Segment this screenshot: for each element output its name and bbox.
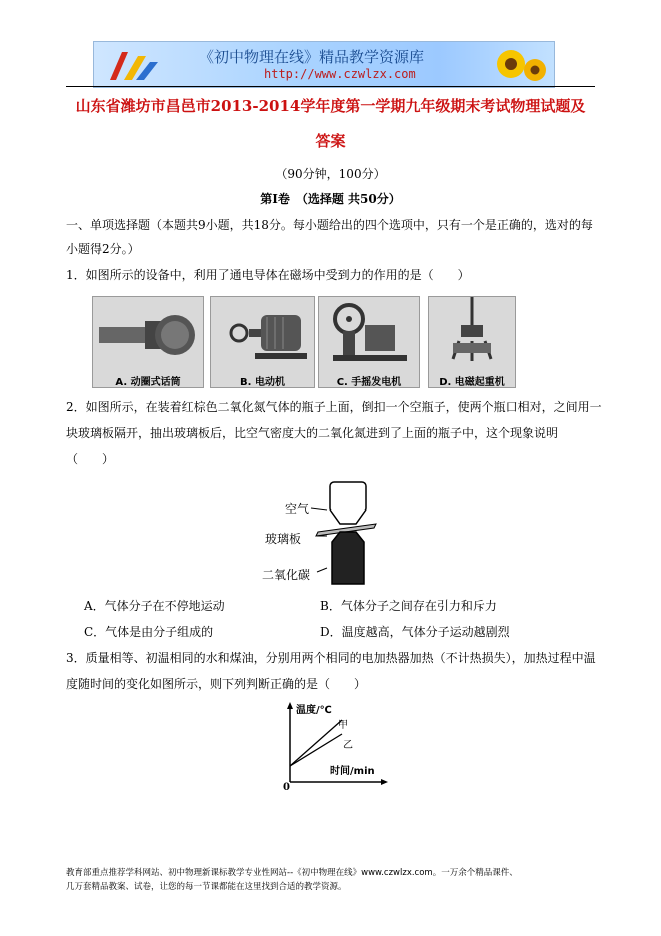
graph-label-a: 甲 (338, 720, 348, 731)
q2-option-a: A．气体分子在不停地运动 (84, 599, 225, 613)
logo-icon (102, 46, 162, 84)
figure-crane (428, 296, 516, 388)
graph-ylabel: 温度/℃ (296, 705, 332, 716)
leader-lines (265, 500, 345, 580)
instruction-line1: 一、单项选择题（本题共9小题，共18分。每小题给出的四个选项中，只有一个是正确的，选对的每 (66, 218, 593, 232)
electromagnet-crane-icon (429, 297, 515, 369)
time-score: （90分钟，100分） (275, 167, 386, 181)
figure-microphone (92, 296, 204, 388)
graph-origin: 0 (283, 782, 290, 793)
sunflower-icon (489, 44, 551, 86)
graph-x-arrow (381, 779, 388, 785)
figure-hand-generator (318, 296, 420, 388)
q2-option-b: B．气体分子之间存在引力和斥力 (320, 599, 497, 613)
q2-option-c: C．气体是由分子组成的 (84, 625, 214, 639)
page-title-line2: 答案 (315, 132, 346, 150)
caption-c: C. 手摇发电机 (336, 377, 402, 388)
motor-icon (211, 297, 314, 369)
graph-line-a (290, 720, 342, 766)
caption-a: A. 动圈式话筒 (115, 377, 181, 388)
caption-d: D. 电磁起重机 (439, 377, 505, 388)
footer-line1: 教育部重点推荐学科网站、初中物理新课标教学专业性网站--《初中物理在线》www.czwlzx.com。一万余个精品课件、 (66, 868, 518, 878)
label-air: 空气 (285, 502, 310, 516)
graph-y-arrow (287, 702, 293, 709)
instruction-line2: 小题得2分。） (66, 242, 140, 256)
caption-b: B. 电动机 (240, 377, 285, 388)
question-2-text-line2: 块玻璃板隔开，抽出玻璃板后，比空气密度大的二氧化氮进到了上面的瓶子中，这个现象说明 (66, 426, 559, 440)
footer-line2: 几万套精品教案、试卷，让您的每一节课都能在这里找到合适的教学资源。 (66, 882, 347, 892)
banner-title: 《初中物理在线》精品教学资源库 (199, 48, 425, 66)
graph-xlabel: 时间/min (330, 766, 375, 777)
header-banner (93, 41, 555, 88)
graph-label-b: 乙 (343, 740, 353, 751)
figure-motor (210, 296, 315, 388)
header-divider (66, 86, 595, 87)
page-title-line1: 山东省潍坊市昌邑市2013-2014学年度第一学期九年级期末考试物理试题及 (75, 97, 586, 115)
question-2-text-line1: 2．如图所示，在装着红棕色二氧化氮气体的瓶子上面，倒扣一个空瓶子，使两个瓶口相对，之间用一 (66, 400, 602, 414)
question-1-text: 1．如图所示的设备中，利用了通电导体在磁场中受到力的作用的是（ ） (66, 268, 470, 282)
banner-url: http://www.czwlzx.com (264, 67, 416, 81)
question-3-text-line1: 3．质量相等、初温相同的水和煤油，分别用两个相同的电加热器加热（不计热损失），加热过程中温 (66, 651, 596, 665)
question-3-text-line2: 度随时间的变化如图所示，则下列判断正确的是（ ） (66, 677, 367, 691)
section-heading: 第Ⅰ卷 （选择题 共50分） (260, 192, 401, 206)
question-2-text-line3: （ ） (66, 452, 115, 466)
q2-option-d: D．温度越高，气体分子运动越剧烈 (320, 625, 510, 639)
label-glass-plate: 玻璃板 (265, 532, 302, 546)
label-gas: 二氧化碳 (262, 568, 311, 582)
hand-generator-icon (319, 297, 419, 369)
microphone-icon (93, 297, 203, 369)
